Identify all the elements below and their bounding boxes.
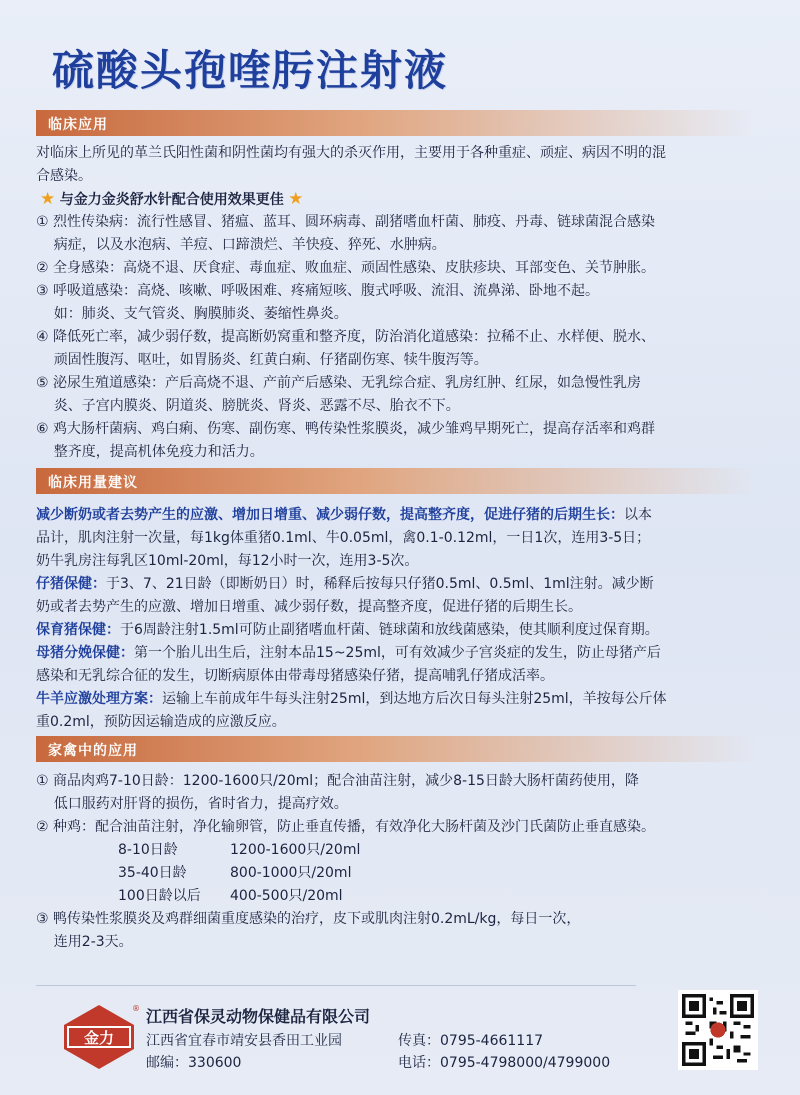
list-item: 如：肺炎、支气管炎、胸膜肺炎、萎缩性鼻炎。 — [36, 306, 348, 322]
dosage-heading: 母猪分娩保健： — [36, 645, 134, 661]
list-item: 整齐度，提高机体免疫力和活力。 — [36, 444, 264, 460]
table-cell-age: 8-10日龄 — [118, 842, 178, 858]
list-item: ② 全身感染：高烧不退、厌食症、毒血症、败血症、顽固性感染、皮肤疹块、耳部变色、关节肿胀。 — [36, 260, 655, 276]
table-row — [118, 885, 766, 908]
dosage-text: 于6周龄注射1.5ml可防止副猪嗜血杆菌、链球菌和放线菌感染，使其顺利度过保育期。 — [120, 622, 659, 638]
list-item: 病症，以及水泡病、羊痘、口蹄溃烂、羊快疫、猝死、水肿病。 — [36, 237, 446, 253]
list-item: 顽固性腹泻、呕吐，如胃肠炎、红黄白痢、仔猪副伤寒、犊牛腹泻等。 — [36, 352, 488, 368]
combo-text: 与金力金炎舒水针配合使用效果更佳 — [59, 192, 284, 208]
table-row — [118, 862, 766, 885]
section-dosage-body — [36, 504, 766, 734]
intro-line: 对临床上所见的革兰氏阳性菌和阴性菌均有强大的杀灭作用，主要用于各种重症、顽症、病因不明的混 — [36, 145, 666, 161]
company-logo — [62, 1003, 140, 1071]
table-cell-age: 35-40日龄 — [118, 865, 187, 881]
list-item: 炎、子宫内膜炎、阴道炎、膀胱炎、肾炎、恶露不尽、胎衣不下。 — [36, 398, 460, 414]
star-icon: ★ — [40, 189, 56, 209]
page-title: 硫酸头孢喹肟注射液 — [52, 46, 449, 95]
list-item: ① 商品肉鸡7-10日龄：1200-1600只/20ml；配合油苗注射，减少8-15日龄大肠杆菌药使用，降 — [36, 773, 639, 789]
dosage-heading: 牛羊应激处理方案： — [36, 691, 162, 707]
qr-code-icon — [678, 990, 758, 1070]
dosage-paragraph-line: 品计，肌肉注射一次量，每1kg体重猪0.1ml、牛0.05ml，禽0.1-0.12ml，一日1次，连用3-5日； — [36, 530, 651, 546]
footer-divider — [36, 985, 636, 986]
section-clinical-body — [36, 142, 766, 464]
section-heading-clinical: 临床应用 — [36, 110, 756, 136]
dosage-heading: 减少断奶或者去势产生的应激、增加日增重、减少弱仔数，提高整齐度，促进仔猪的后期生长： — [36, 507, 624, 523]
company-address: 江西省宜春市靖安县香田工业园 — [146, 1033, 342, 1049]
list-item: ② 种鸡：配合油苗注射，净化输卵管，防止垂直传播，有效净化大肠杆菌及沙门氏菌防止垂直感染。 — [36, 819, 655, 835]
intro-line: 合感染。 — [36, 168, 92, 184]
list-item: ⑤ 泌尿生殖道感染：产后高烧不退、产前产后感染、无乳综合症、乳房红肿、红尿，如急慢性乳房 — [36, 375, 641, 391]
company-fax: 传真：0795-4661117 — [398, 1033, 544, 1049]
list-item: ④ 降低死亡率，减少弱仔数，提高断奶窝重和整齐度，防治消化道感染：拉稀不止、水样便、脱水、 — [36, 329, 655, 345]
company-postcode: 邮编：330600 — [146, 1055, 242, 1071]
list-item: 低口服药对肝肾的损伤，省时省力，提高疗效。 — [36, 796, 348, 812]
dosage-paragraph-line — [36, 619, 766, 642]
svg-text:®: ® — [132, 1004, 140, 1013]
table-row — [118, 839, 766, 862]
dosage-text: 于3、7、21日龄（即断奶日）时，稀释后按每只仔猪0.5ml、0.5ml、1ml注射。减少断 — [106, 576, 654, 592]
dosage-text: 以本 — [624, 507, 652, 523]
dosage-heading: 仔猪保健： — [36, 576, 106, 592]
dosage-text: 运输上车前成年牛每头注射25ml，到达地方后次日每头注射25ml，羊按每公斤体 — [162, 691, 667, 707]
table-cell-age: 100日龄以后 — [118, 888, 201, 904]
dosage-paragraph-line: 重0.2ml，预防因运输造成的应激反应。 — [36, 714, 286, 730]
dosage-paragraph-line — [36, 573, 766, 596]
dosage-paragraph-line: 奶或者去势产生的应激、增加日增重、减少弱仔数，提高整齐度，促进仔猪的后期生长。 — [36, 599, 582, 615]
dosage-text: 第一个胎儿出生后，注射本品15~25ml，可有效减少子宫炎症的发生，防止母猪产后 — [134, 645, 661, 661]
company-phone: 电话：0795-4798000/4799000 — [398, 1055, 611, 1071]
dose-table — [36, 839, 766, 908]
dosage-paragraph-line: 感染和无乳综合征的发生，切断病原体由带毒母猪感染仔猪，提高哺乳仔猪成活率。 — [36, 668, 554, 684]
list-item: ⑥ 鸡大肠杆菌病、鸡白痢、伤寒、副伤寒、鸭传染性浆膜炎，减少雏鸡早期死亡，提高存活率和鸡群 — [36, 421, 655, 437]
list-item: 连用2-3天。 — [36, 934, 133, 950]
list-item: ③ 鸭传染性浆膜炎及鸡群细菌重度感染的治疗，皮下或肌肉注射0.2mL/kg，每日一次， — [36, 911, 581, 927]
table-cell-dose: 1200-1600只/20ml — [230, 842, 361, 858]
company-name: 江西省保灵动物保健品有限公司 — [146, 1007, 371, 1026]
table-cell-dose: 400-500只/20ml — [230, 888, 343, 904]
table-cell-dose: 800-1000只/20ml — [230, 865, 352, 881]
section-poultry-body — [36, 770, 766, 954]
dosage-paragraph-line — [36, 504, 766, 527]
combo-line — [36, 188, 766, 211]
dosage-paragraph-line — [36, 642, 766, 665]
list-item: ③ 呼吸道感染：高烧、咳嗽、呼吸困难、疼痛短咳、腹式呼吸、流泪、流鼻涕、卧地不起。 — [36, 283, 599, 299]
dosage-paragraph-line: 奶牛乳房注每乳区10ml-20ml，每12小时一次，连用3-5次。 — [36, 553, 419, 569]
section-heading-dosage: 临床用量建议 — [36, 468, 756, 494]
star-icon: ★ — [288, 189, 304, 209]
logo-text: 金力 — [83, 1029, 115, 1047]
list-item: ① 烈性传染病：流行性感冒、猪瘟、蓝耳、圆环病毒、副猪嗜血杆菌、肺疫、丹毒、链球菌混合感染 — [36, 214, 655, 230]
section-heading-poultry: 家禽中的应用 — [36, 736, 756, 762]
dosage-heading: 保育猪保健： — [36, 622, 120, 638]
dosage-paragraph-line — [36, 688, 766, 711]
